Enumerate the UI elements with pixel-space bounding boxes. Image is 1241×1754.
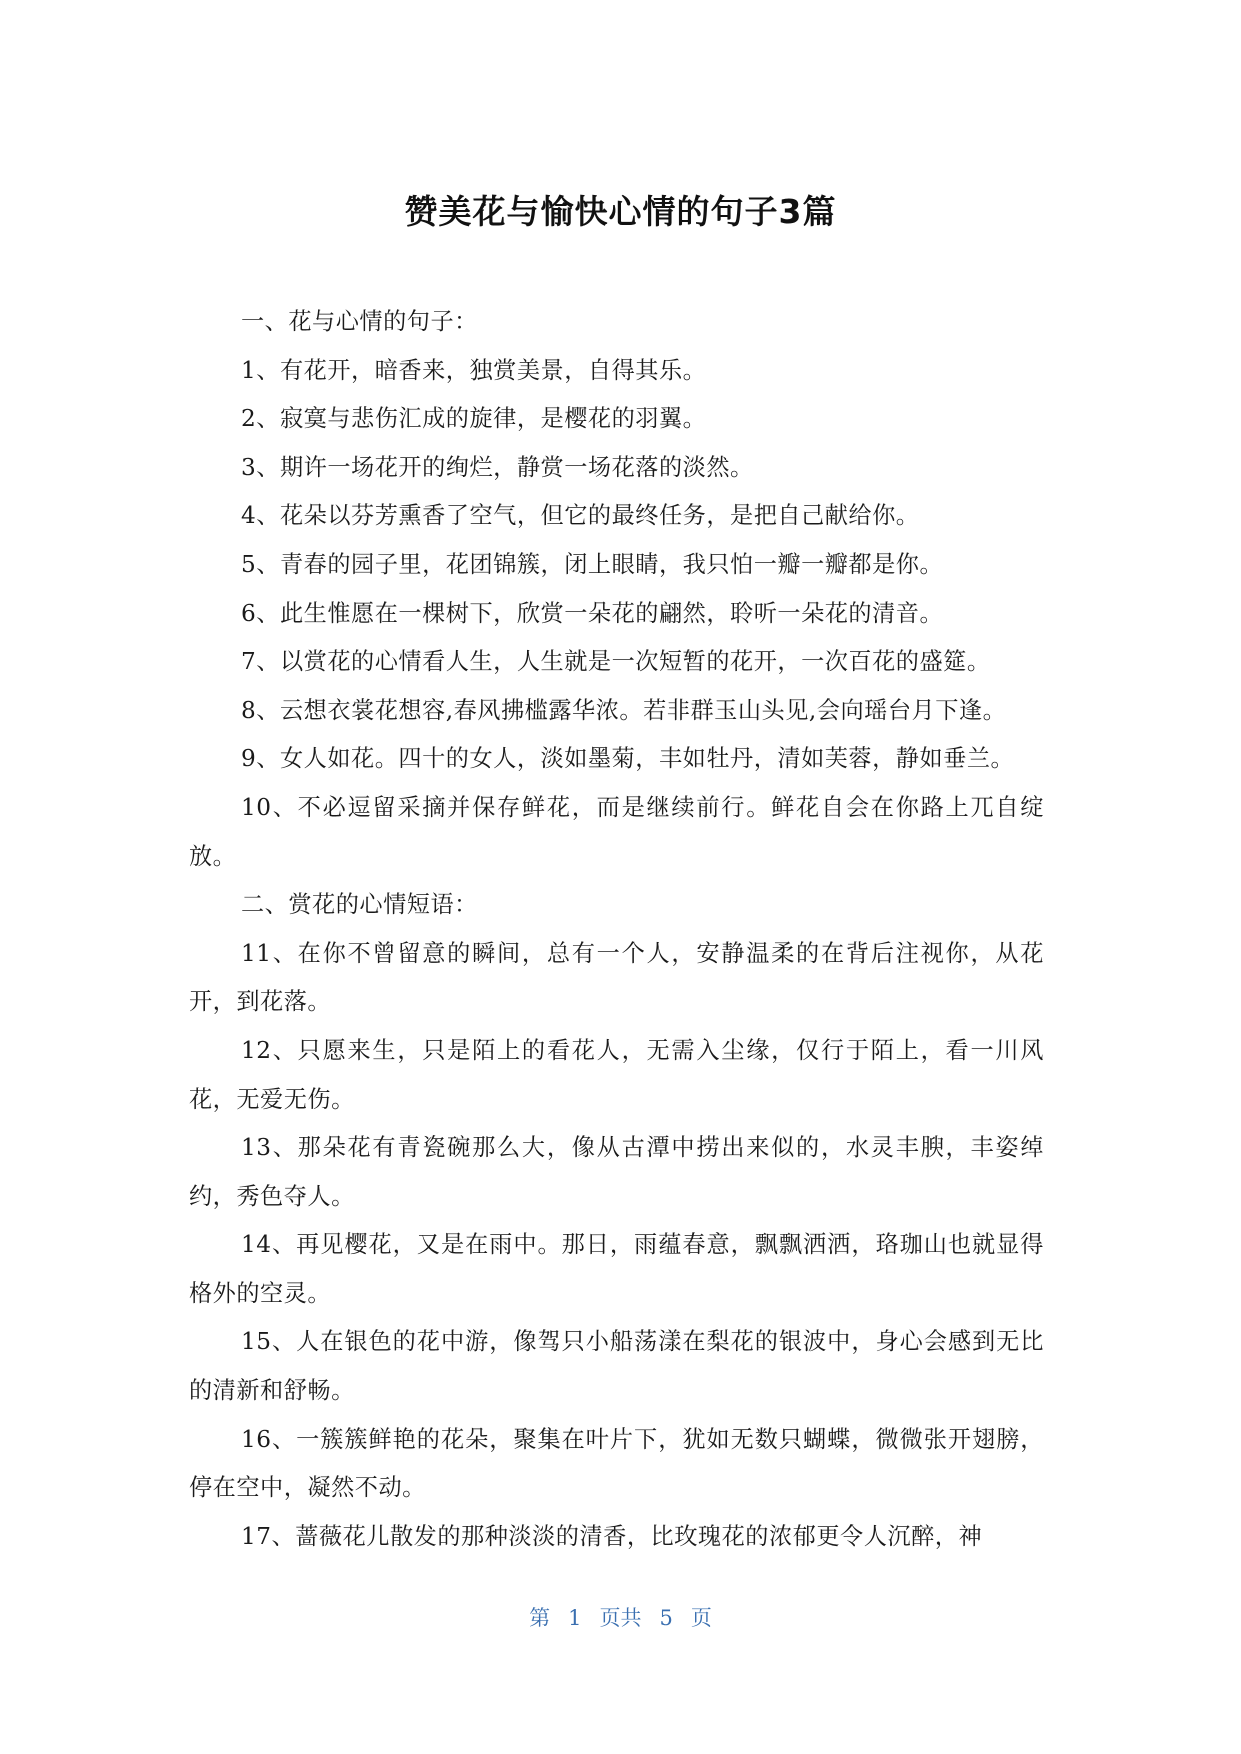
footer-prefix: 第 [529,1606,551,1630]
sentence-3: 3、期许一场花开的绚烂，静赏一场花落的淡然。 [241,453,754,481]
sentence-5: 5、青春的园子里，花团锦簇，闭上眼睛，我只怕一瓣一瓣都是你。 [241,550,944,578]
sentence-10: 10、不必逗留采摘并保存鲜花，而是继续前行。鲜花自会在你路上兀自绽放。 [189,793,1044,870]
footer-current-page: 1 [568,1606,582,1630]
sentence-17: 17、蔷薇花儿散发的那种淡淡的清香，比玫瑰花的浓郁更令人沉醉，神 [241,1522,983,1550]
footer-suffix: 页 [690,1606,712,1630]
section-heading-1: 一、花与心情的句子： [241,308,478,335]
sentence-12: 12、只愿来生，只是陌上的看花人，无需入尘缘，仅行于陌上，看一川风花，无爱无伤。 [189,1036,1044,1113]
sentence-4: 4、花朵以芬芳熏香了空气，但它的最终任务，是把自己献给你。 [241,502,920,530]
sentence-2: 2、寂寞与悲伤汇成的旋律，是樱花的羽翼。 [241,405,707,433]
footer-total-pages: 5 [659,1606,673,1630]
sentence-1: 1、有花开，暗香来，独赏美景，自得其乐。 [241,356,707,384]
sentence-9: 9、女人如花。四十的女人，淡如墨菊，丰如牡丹，清如芙蓉，静如垂兰。 [241,745,1015,773]
document-body [189,298,1044,1561]
sentence-6: 6、此生惟愿在一棵树下，欣赏一朵花的翩然，聆听一朵花的清音。 [241,599,944,627]
sentence-11: 11、在你不曾留意的瞬间，总有一个人，安静温柔的在背后注视你，从花开，到花落。 [189,939,1044,1016]
sentence-16: 16、一簇簇鲜艳的花朵，聚集在叶片下，犹如无数只蝴蝶，微微张开翅膀，停在空中，凝然不动。 [189,1425,1044,1502]
sentence-13: 13、那朵花有青瓷碗那么大，像从古潭中捞出来似的，水灵丰腴，丰姿绰约，秀色夺人。 [189,1134,1044,1210]
sentence-15: 15、人在银色的花中游，像驾只小船荡漾在梨花的银波中，身心会感到无比的清新和舒畅。 [189,1328,1044,1405]
sentence-8: 8、云想衣裳花想容,春风拂槛露华浓。若非群玉山头见,会向瑶台月下逢。 [241,696,1007,724]
sentence-14: 14、再见樱花，又是在雨中。那日，雨蕴春意，飘飘洒洒，珞珈山也就显得格外的空灵。 [189,1231,1044,1307]
footer-middle: 页共 [599,1606,642,1630]
page-footer [0,1603,1241,1633]
section-heading-2: 二、赏花的心情短语： [241,891,478,919]
document-title: 赞美花与愉快心情的句子3篇 [404,192,837,231]
sentence-7: 7、以赏花的心情看人生，人生就是一次短暂的花开，一次百花的盛筵。 [241,648,991,676]
